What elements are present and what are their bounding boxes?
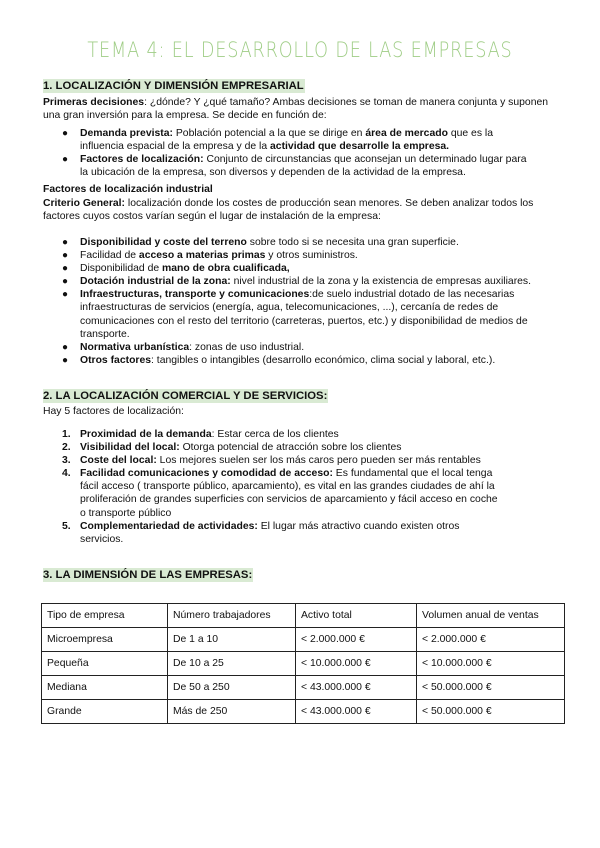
table-header-row [42,604,565,628]
section-2-heading: 2. LA LOCALIZACIÓN COMERCIAL Y DE SERVICIOS: [43,390,328,402]
company-size-table [41,603,565,724]
intro-text: : ¿dónde? Y ¿qué tamaño? Ambas decisiones se toman de manera conjunta y suponen una gran inversión para la empresa. Se decide en función de: [43,97,549,122]
list-item: 2. Visibilidad del local: Otorga potencial de atracción sobre los clientes [62,442,402,454]
table-cell: Mediana [42,676,168,700]
list-item: 4. Facilidad comunicaciones y comodidad de acceso: Es fundamental que el local tenga fácil acceso ( transporte público, aparcamiento), es vital en las grandes ciudades de ahí la proliferación de grandes superficies con servicios de aparcamiento y fácil acceso en coche o transporte público [62,468,498,519]
column-header: Número trabajadores [168,604,296,628]
table-cell: De 50 a 250 [168,676,296,700]
table-cell: < 50.000.000 € [417,700,565,724]
table-cell: < 43.000.000 € [296,700,417,724]
general-criterion: Criterio General: localización donde los costes de producción sean menores. Se deben analizar todos los factores cuyos costos varían según el lugar de instalación de la empresa: [43,198,534,223]
table-cell: De 10 a 25 [168,652,296,676]
table-cell: < 10.000.000 € [296,652,417,676]
page-title: TEMA 4: EL DESARROLLO DE LAS EMPRESAS [87,38,513,62]
section-1-heading: 1. LOCALIZACIÓN Y DIMENSIÓN EMPRESARIAL [43,80,304,92]
table-cell: < 10.000.000 € [417,652,565,676]
table-row [42,676,565,700]
section-2-intro: Hay 5 factores de localización: [43,406,184,417]
intro-label: Primeras decisiones [43,97,145,108]
table-cell: Más de 250 [168,700,296,724]
column-header: Volumen anual de ventas [417,604,565,628]
table-cell: < 50.000.000 € [417,676,565,700]
list-item: ● Disponibilidad y coste del terreno sobre todo si se necesita una gran superficie. [62,237,459,248]
table-cell: Microempresa [42,628,168,652]
table-row [42,628,565,652]
list-item: ● Normativa urbanística: zonas de uso industrial. [62,341,305,353]
section-1-intro [43,96,551,123]
list-item: ● Dotación industrial de la zona: nivel industrial de la zona y la existencia de empresas auxiliares. [62,276,532,288]
table-row [42,700,565,724]
table-cell: < 2.000.000 € [296,628,417,652]
table-cell: Pequeña [42,652,168,676]
list-item: ● Otros factores: tangibles o intangibles (desarrollo económico, clima social y laboral, etc.). [62,354,496,366]
list-item: ● Facilidad de acceso a materias primas y otros suministros. [62,250,358,262]
section-3-heading: 3. LA DIMENSIÓN DE LAS EMPRESAS: [43,569,253,581]
list-item: ● Disponibilidad de mano de obra cualificada, [62,263,290,275]
table-cell: Grande [42,700,168,724]
table-cell: De 1 a 10 [168,628,296,652]
table-cell: < 43.000.000 € [296,676,417,700]
column-header: Tipo de empresa [42,604,168,628]
table-row [42,652,565,676]
list-item: ● Factores de localización: Conjunto de circunstancias que aconsejan un determinado lugar para la ubicación de la empresa, son diversos y dependen de la actividad de la empresa. [62,154,527,179]
list-item: 1. Proximidad de la demanda: Estar cerca de los clientes [62,429,339,440]
industrial-factors-subheading: Factores de localización industrial [43,184,213,195]
list-item: 5. Complementariedad de actividades: El lugar más atractivo cuando existen otros servicios. [62,520,460,545]
industrial-factors-list [62,236,540,367]
table-cell: < 2.000.000 € [417,628,565,652]
list-item: 3. Coste del local: Los mejores suelen ser los más caros pero pueden ser más rentables [62,455,481,467]
list-item: ● Infraestructuras, transporte y comunicaciones:de suelo industrial dotado de las necesarias infraestructuras de servicios (energía, agua, telecomunicaciones, ...), cercanía de redes de comunicaciones con el resto del territorio (carreteras, puertos, etc.) y disponibilidad de medios de transporte. [62,289,528,340]
decision-list [62,127,532,179]
column-header: Activo total [296,604,417,628]
commercial-factors-list [62,428,502,546]
list-item: ● Demanda prevista: Población potencial a la que se dirige en área de mercado que es la influencia espacial de la empresa y de la actividad que desarrolle la empresa. [62,128,493,153]
